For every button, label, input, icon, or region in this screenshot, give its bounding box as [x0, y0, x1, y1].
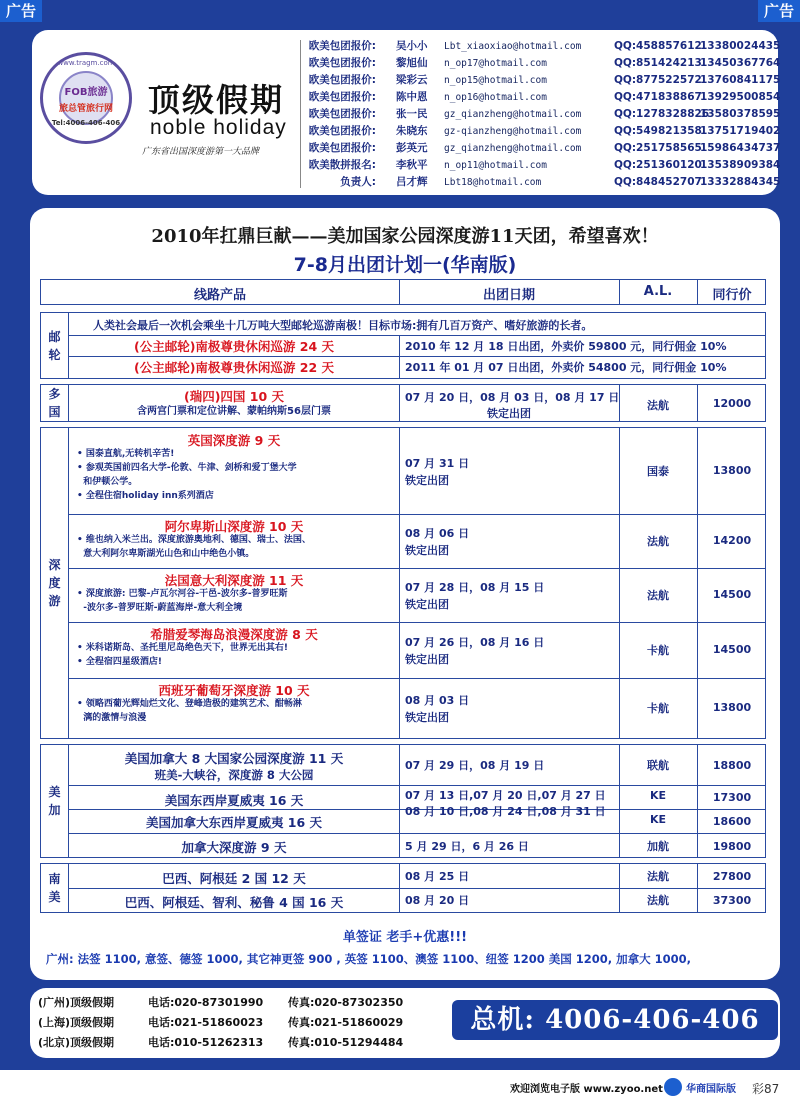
tour-date: 07 月 31 日: [405, 457, 470, 470]
contact-role: 欧美包团报价:: [308, 40, 376, 52]
contact-role: 欧美散拼报名:: [308, 159, 376, 171]
tour-airline: 联航: [647, 759, 669, 772]
branch-city: (北京)顶级假期: [38, 1036, 115, 1049]
contact-role: 欧美包团报价:: [308, 142, 376, 154]
section-cruise: [40, 312, 766, 379]
hotline-badge: 总机: 4006-406-406: [452, 1000, 778, 1040]
contact-email[interactable]: n_op17@hotmail.com: [444, 58, 547, 69]
contact-phone: 13760841175: [700, 74, 781, 86]
contact-row: [304, 38, 781, 55]
tour-airline: 卡航: [647, 702, 669, 715]
tour-date: 07 月 26 日，08 月 16 日: [405, 636, 545, 649]
tour-name: 阿尔卑斯山深度游 10 天: [164, 519, 304, 534]
tour-price: 37300: [712, 894, 752, 907]
tour-name: 美国加拿大 8 大国家公园深度游 11 天: [124, 751, 344, 766]
tour-date-note: 铁定出团: [405, 711, 449, 724]
tour-price: 13800: [712, 701, 752, 714]
section-label: 多国: [48, 387, 61, 419]
tour-price: 12000: [712, 397, 752, 410]
contact-role: 欧美包团报价:: [308, 108, 376, 120]
tour-price: 19800: [712, 840, 752, 853]
brand-slogan: 广东省出国深度游第一大品牌: [142, 147, 260, 157]
tour-name: 西班牙葡萄牙深度游 10 天: [158, 683, 310, 698]
tour-date: 5 月 29 日，6 月 26 日: [405, 840, 529, 853]
page-footer: [0, 1070, 800, 1100]
tour-bullet: • 全程住宿holiday inn系列酒店: [77, 491, 214, 501]
tour-name: 巴西、阿根廷 2 国 12 天: [162, 871, 306, 886]
publisher-logo-icon: [664, 1078, 682, 1096]
contact-row: [304, 72, 781, 89]
section-label: 深度游: [48, 558, 61, 608]
tour-name: 加拿大深度游 9 天: [181, 840, 287, 855]
tour-date: 08 月 20 日: [405, 894, 470, 907]
contact-name: 黎旭仙: [396, 57, 428, 69]
table-header: [40, 279, 766, 305]
contact-phone: 13380024435: [700, 40, 781, 52]
cruise-name: (公主邮轮)南极尊贵休闲巡游 24 天: [133, 339, 335, 354]
contact-name: 陈中恩: [396, 91, 428, 103]
brand-name-en: noble holiday: [150, 116, 287, 139]
contact-row: [304, 174, 781, 191]
tour-airline: 卡航: [647, 644, 669, 657]
tour-date-note: 铁定出团: [405, 598, 449, 611]
tour-price: 18600: [712, 815, 752, 828]
tour-date-note: 铁定出团: [405, 544, 449, 557]
tour-bullet: 意大利阿尔卑斯湖光山色和山中绝色小镇。: [77, 549, 255, 559]
contact-name: 彭英元: [396, 142, 428, 154]
tour-date: 08 月 03 日: [405, 694, 470, 707]
contact-qq: QQ:471838867: [614, 91, 702, 103]
header-card: [32, 30, 781, 195]
contact-name: 吕才辉: [396, 176, 428, 188]
contact-phone: 13929500854: [700, 91, 781, 103]
tour-date: 08 月 25 日: [405, 870, 470, 883]
tour-airline: KE: [649, 789, 667, 802]
contact-qq: QQ:877522572: [614, 74, 702, 86]
contact-email[interactable]: gz_qianzheng@hotmail.com: [444, 143, 582, 154]
contact-email[interactable]: Lbt18@hotmail.com: [444, 177, 542, 188]
tour-bullet: 和伊顿公学。: [77, 477, 138, 487]
contact-qq: QQ:458857612: [614, 40, 702, 52]
contact-email[interactable]: gz_qianzheng@hotmail.com: [444, 109, 582, 120]
contact-name: 张一民: [396, 108, 428, 120]
tour-name: (瑞四)四国 10 天: [183, 389, 285, 404]
tour-price: 14500: [712, 588, 752, 601]
cruise-intro: 人类社会最后一次机会乘坐十几万吨大型邮轮巡游南极！目标市场:拥有几百万资产、嗜好旅游的长者。: [93, 319, 593, 332]
tour-bullet: • 国泰直航,无转机辛苦!: [77, 449, 175, 459]
header-date: 出团日期: [482, 288, 535, 303]
tour-date: 07 月 20 日，08 月 03 日，08 月 17 日: [405, 391, 620, 404]
section-label: 美加: [48, 785, 61, 817]
contact-role: 欧美包团报价:: [308, 91, 376, 103]
tour-date-note: 铁定出团: [405, 653, 449, 666]
contact-email[interactable]: n_op16@hotmail.com: [444, 92, 547, 103]
branch-tel: 电话:021-51860023: [148, 1016, 264, 1029]
tour-airline: 国泰: [647, 465, 669, 478]
contact-role: 负责人:: [340, 176, 376, 188]
tour-price: 17300: [712, 791, 752, 804]
tour-airline: 法航: [647, 870, 669, 883]
tour-airline: 法航: [647, 589, 669, 602]
contact-qq: QQ:251360120: [614, 159, 702, 171]
company-logo-icon: www.tragm.com FOB旅游 旅总管旅行网 Tel:4006-406-406: [40, 52, 132, 144]
contact-list: [304, 38, 781, 191]
ad-tag-left: 广告: [0, 0, 42, 22]
contact-role: 欧美包团报价:: [308, 57, 376, 69]
tour-date: 07 月 29 日，08 月 19 日: [405, 759, 545, 772]
tour-name: 法国意大利深度游 11 天: [164, 573, 304, 588]
plan-title: 7-8月出团计划一(华南版): [293, 254, 517, 276]
contact-qq: QQ:848452707: [614, 176, 702, 188]
tour-name: 英国深度游 9 天: [187, 433, 281, 448]
contact-phone: 13580378595: [700, 108, 781, 120]
section-multi: [40, 384, 766, 422]
contact-row: [304, 55, 781, 72]
tour-sub: 班美-大峡谷，深度游 8 大公园: [154, 768, 314, 782]
tour-price: 13800: [712, 464, 752, 477]
tour-price: 27800: [712, 870, 752, 883]
contact-qq: QQ:251758565: [614, 142, 702, 154]
tour-bullet: • 参观英国前四名大学-伦敦、牛津、剑桥和爱丁堡大学: [77, 463, 297, 473]
branch-city: (上海)顶级假期: [38, 1016, 115, 1029]
contact-role: 欧美包团报价:: [308, 125, 376, 137]
divider: [300, 40, 301, 188]
visa-title: 单签证 老手+优惠!!!: [342, 930, 468, 945]
tour-airline: 法航: [647, 535, 669, 548]
section-america: [40, 744, 766, 858]
page-number: 彩87: [752, 1082, 780, 1096]
header-price: 同行价: [712, 288, 752, 303]
contact-qq: QQ:1278328826: [614, 108, 710, 120]
contact-email[interactable]: gz-qianzheng@hotmail.com: [444, 126, 582, 137]
tour-date: 07 月 28 日，08 月 15 日: [405, 581, 545, 594]
brand-name-cn: 顶级假期: [148, 81, 285, 119]
contact-role: 欧美包团报价:: [308, 74, 376, 86]
tour-date-note: 铁定出团: [405, 474, 449, 487]
tour-name: 巴西、阿根廷、智利、秘鲁 4 国 16 天: [124, 895, 344, 910]
cruise-name: (公主邮轮)南极尊贵休闲巡游 22 天: [133, 360, 335, 375]
tour-name: 美国东西岸夏威夷 16 天: [164, 793, 304, 808]
tour-bullet: • 米科诺斯岛、圣托里尼岛绝色天下，世界无出其右!: [77, 643, 288, 653]
branch-fax: 传真:020-87302350: [288, 996, 404, 1009]
tour-name: 美国加拿大东西岸夏威夷 16 天: [145, 815, 323, 830]
tour-date: 08 月 10 日,08 月 24 日,08 月 31 日: [405, 805, 606, 818]
tour-date-note: 铁定出团: [487, 407, 531, 420]
contact-name: 朱晓东: [396, 125, 428, 137]
cruise-info: 2011 年 01 月 07 日出团，外卖价 54800 元，同行佣金 10%: [405, 361, 727, 374]
section-deep: [40, 427, 766, 739]
tour-bullet: • 领略西葡光辉灿烂文化、登峰造极的建筑艺术、酣畅淋: [77, 699, 302, 709]
visa-prices: 广州: 法签 1100, 意签、德签 1000, 其它神更签 900 , 英签 1100、澳签 1100、纽签 1200 美国 1200, 加拿大 1000,: [46, 952, 692, 966]
contact-phone: 13332884345: [700, 176, 781, 188]
tour-bullet: 漓的激情与浪漫: [77, 713, 147, 723]
contact-email[interactable]: Lbt_xiaoxiao@hotmail.com: [444, 41, 582, 52]
contact-phone: 15986434737: [700, 142, 781, 154]
cruise-info: 2010 年 12 月 18 日出团，外卖价 59800 元，同行佣金 10%: [405, 340, 727, 353]
branch-fax: 传真:010-51294484: [288, 1036, 404, 1049]
tour-bullet: • 全程宿四星级酒店!: [77, 657, 162, 667]
tour-bullet: • 深度旅游: 巴黎-卢瓦尔河谷-干邑-波尔多-普罗旺斯: [77, 589, 288, 599]
contact-row: [304, 123, 781, 140]
branch-city: (广州)顶级假期: [38, 996, 115, 1009]
section-south-america: [40, 863, 766, 913]
contact-name: 梁彩云: [396, 74, 428, 86]
contact-email[interactable]: n_op11@hotmail.com: [444, 160, 547, 171]
tour-date: 08 月 06 日: [405, 527, 470, 540]
footer-edition: 华商国际版: [686, 1084, 736, 1095]
contact-name: 吴小小: [396, 40, 428, 52]
tour-bullet: -波尔多-普罗旺斯-蔚蓝海岸-意大利全境: [77, 603, 243, 613]
headline: 2010年扛鼎巨献——美加国家公园深度游11天团，希望喜欢！: [151, 226, 659, 247]
section-label: 邮轮: [48, 329, 61, 362]
contact-qq: QQ:851424213: [614, 57, 702, 69]
contact-row: [304, 140, 781, 157]
contact-row: [304, 89, 781, 106]
section-label: 南美: [48, 872, 61, 904]
ad-tag-right: 广告: [758, 0, 800, 22]
tour-name: 希腊爱琴海岛浪漫深度游 8 天: [150, 627, 318, 642]
header-route: 线路产品: [193, 288, 246, 303]
tour-price: 14500: [712, 643, 752, 656]
footer-text: 欢迎浏览电子版 www.zyoo.net: [510, 1084, 663, 1095]
tour-date: 07 月 13 日,07 月 20 日,07 月 27 日: [405, 789, 606, 802]
tour-airline: KE: [649, 813, 667, 826]
contact-row: [304, 106, 781, 123]
branch-card: [30, 988, 780, 1058]
branch-tel: 电话:010-51262313: [148, 1036, 264, 1049]
tour-airline: 法航: [647, 894, 669, 907]
contact-name: 李秋平: [396, 159, 428, 171]
header-al: A.L.: [643, 284, 673, 299]
tour-airline: 加航: [647, 840, 669, 853]
itinerary-card: [30, 208, 780, 980]
tour-price: 18800: [712, 759, 752, 772]
branch-tel: 电话:020-87301990: [148, 996, 264, 1009]
contact-qq: QQ:549821358: [614, 125, 702, 137]
tour-bullet: • 维也纳入米兰出。深度旅游奥地利、德国、瑞士、法国、: [77, 535, 311, 545]
tour-desc: 含两宫门票和定位讲解、蒙帕纳斯56层门票: [137, 406, 331, 417]
contact-row: [304, 157, 781, 174]
tour-price: 14200: [712, 534, 752, 547]
branch-fax: 传真:021-51860029: [288, 1016, 404, 1029]
contact-phone: 13751719402: [700, 125, 781, 137]
contact-email[interactable]: n_op15@hotmail.com: [444, 75, 547, 86]
contact-phone: 13450367764: [700, 57, 781, 69]
contact-phone: 13538909384: [700, 159, 781, 171]
tour-airline: 法航: [647, 399, 669, 412]
